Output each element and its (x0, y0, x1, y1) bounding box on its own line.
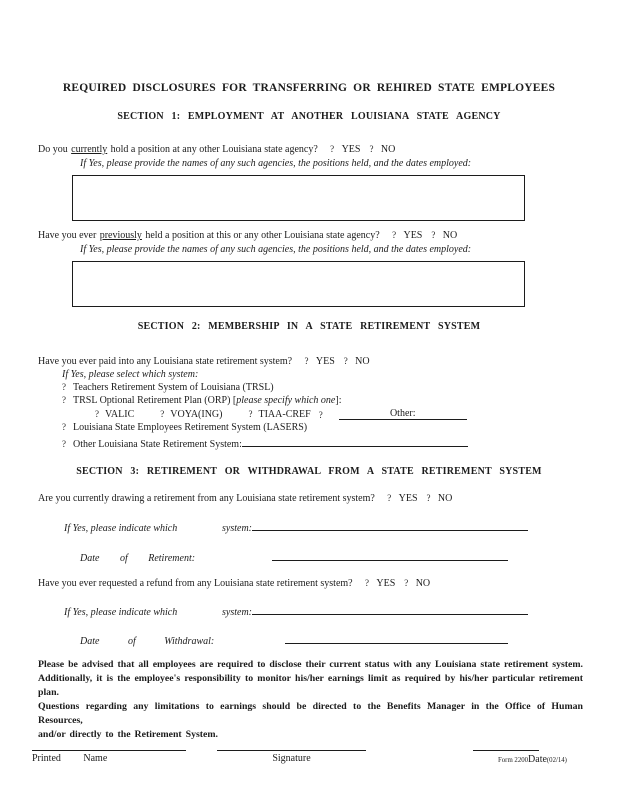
yes-checkbox[interactable]: ? (392, 230, 397, 240)
underlined-word: previously (99, 230, 142, 241)
no-label: NO (380, 144, 396, 155)
retirement-date-input-line[interactable] (272, 549, 508, 561)
tiaa-cref-checkbox[interactable]: ? (248, 409, 253, 419)
yes-no-group (383, 230, 457, 241)
if-yes-note: If Yes, please provide the names of any such agencies, the positions held, and the dates employed: (80, 244, 472, 255)
valic-checkbox[interactable]: ? (95, 409, 99, 419)
lasers-label: Louisiana State Employees Retirement System (LASERS) (73, 422, 308, 433)
date-line[interactable] (473, 750, 567, 765)
withdrawal-date-input-line[interactable] (285, 632, 508, 644)
yes-checkbox[interactable]: ? (330, 144, 335, 154)
other-system-checkbox[interactable]: ? (62, 439, 66, 449)
yes-label: YES (403, 230, 423, 241)
yes-label: YES (315, 356, 335, 367)
orp-label: TRSL Optional Retirement Plan (ORP) [ (73, 395, 237, 406)
lasers-checkbox[interactable]: ? (62, 422, 66, 432)
question-previous-position (38, 230, 618, 241)
voya-checkbox[interactable]: ? (160, 409, 165, 419)
section-1-heading: SECTION 1: EMPLOYMENT AT ANOTHER LOUISIANA STATE AGENCY (117, 111, 501, 122)
trsl-label: Teachers Retirement System of Louisiana (TRSL) (73, 382, 274, 393)
other-orp-checkbox[interactable]: ? (318, 410, 323, 420)
date-of-withdrawal-label: Date of Withdrawal: (80, 636, 215, 647)
previous-agencies-answer-box[interactable] (72, 261, 525, 307)
question-text: Are you currently drawing a retirement from any Louisiana state retirement system? (38, 493, 375, 504)
disclosure-notice (38, 658, 583, 742)
option-trsl (62, 382, 618, 393)
current-agencies-answer-box[interactable] (72, 175, 525, 221)
no-label: NO (442, 230, 458, 241)
no-checkbox[interactable]: ? (404, 578, 409, 588)
yes-no-group (356, 578, 430, 589)
no-checkbox[interactable]: ? (431, 230, 436, 240)
form-number: Form 2200 (498, 757, 529, 764)
orp-label-italic: please specify which one (236, 395, 336, 406)
option-orp (62, 395, 618, 406)
question-text: Have you ever (38, 230, 97, 241)
no-checkbox[interactable]: ? (426, 493, 431, 503)
option-other-system (62, 435, 618, 450)
question-text: Have you ever requested a refund from any Louisiana state retirement system? (38, 578, 353, 589)
yes-no-group (321, 144, 395, 155)
notice-line: Questions regarding any limitations to earnings should be directed to the Benefits Manager in the Office of Human Resources, (38, 701, 583, 726)
underlined-word: currently (71, 144, 108, 155)
form-revision: (02/14) (546, 757, 567, 764)
no-label: NO (415, 578, 431, 589)
tiaa-cref-label: TIAA-CREF (258, 409, 311, 420)
system-label: system: (222, 523, 252, 534)
signature-footer (0, 750, 618, 798)
no-label: NO (355, 356, 370, 367)
option-lasers (62, 422, 618, 433)
question-text: held a position at this or any other Louisiana state agency? (145, 230, 380, 241)
notice-line: and/or directly to the Retirement System. (38, 729, 219, 740)
date-label: Date (528, 754, 547, 765)
no-checkbox[interactable]: ? (369, 144, 374, 154)
section-3-heading: SECTION 3: RETIREMENT OR WITHDRAWAL FROM A STATE RETIREMENT SYSTEM (76, 466, 542, 477)
option-valic (95, 409, 134, 420)
page-title: REQUIRED DISCLOSURES FOR TRANSFERRING OR REHIRED STATE EMPLOYEES (62, 82, 556, 94)
valic-label: VALIC (105, 409, 135, 420)
date-of-retirement-row (80, 549, 618, 564)
other-system-input-line[interactable] (242, 435, 468, 447)
orp-label-end: ]: (335, 395, 342, 406)
indicate-prefix: If Yes, please indicate which (64, 523, 178, 534)
question-drawing-retirement (38, 493, 618, 504)
indicate-refund-system-row (64, 603, 618, 618)
section-2-heading: SECTION 2: MEMBERSHIP IN A STATE RETIREMENT SYSTEM (137, 321, 481, 332)
date-of-withdrawal-row (80, 632, 618, 647)
drawing-system-input-line[interactable] (252, 519, 528, 531)
yes-no-group (378, 493, 452, 504)
yes-checkbox[interactable]: ? (387, 493, 392, 503)
yes-label: YES (341, 144, 361, 155)
no-label: NO (437, 493, 453, 504)
option-tiaa-cref (248, 409, 310, 420)
question-text: hold a position at any other Louisiana state agency? (110, 144, 318, 155)
yes-label: YES (398, 493, 418, 504)
signature-label: Signature (272, 753, 311, 764)
question-text: Do you (38, 144, 68, 155)
system-label: system: (222, 607, 252, 618)
yes-no-group (295, 356, 369, 367)
date-form-cluster (498, 754, 567, 765)
yes-checkbox[interactable]: ? (365, 578, 369, 588)
question-paid-into-system (38, 356, 618, 367)
question-text: Have you ever paid into any Louisiana state retirement system? (38, 356, 293, 367)
option-voya (160, 409, 222, 420)
other-system-label: Other Louisiana State Retirement System: (73, 439, 242, 450)
notice-line: Additionally, it is the employee's responsibility to monitor his/her earnings limit as required by his/her particular retirement plan. (38, 673, 583, 698)
notice-line: Please be advised that all employees are required to disclose their current status with any Louisiana state retirement system. (38, 659, 583, 670)
indicate-prefix: If Yes, please indicate which (64, 607, 178, 618)
orp-checkbox[interactable]: ? (62, 395, 66, 405)
other-orp-input-line[interactable]: Other: (339, 408, 467, 420)
select-system-note: If Yes, please select which system: (62, 369, 199, 380)
date-of-retirement-label: Date of Retirement: (80, 553, 196, 564)
yes-label: YES (376, 578, 396, 589)
question-current-position (38, 144, 618, 155)
indicate-system-row (64, 519, 618, 534)
orp-sub-options (95, 408, 618, 420)
voya-label: VOYA(ING) (170, 409, 223, 420)
signature-line[interactable] (217, 750, 366, 764)
no-checkbox[interactable]: ? (343, 356, 348, 366)
printed-name-line[interactable] (32, 750, 186, 764)
trsl-checkbox[interactable]: ? (62, 382, 66, 392)
if-yes-note: If Yes, please provide the names of any such agencies, the positions held, and the dates employed: (80, 158, 472, 169)
question-refund (38, 578, 618, 589)
refund-system-input-line[interactable] (252, 603, 528, 615)
printed-name-label: Printed Name (32, 753, 108, 764)
yes-checkbox[interactable]: ? (304, 356, 309, 366)
